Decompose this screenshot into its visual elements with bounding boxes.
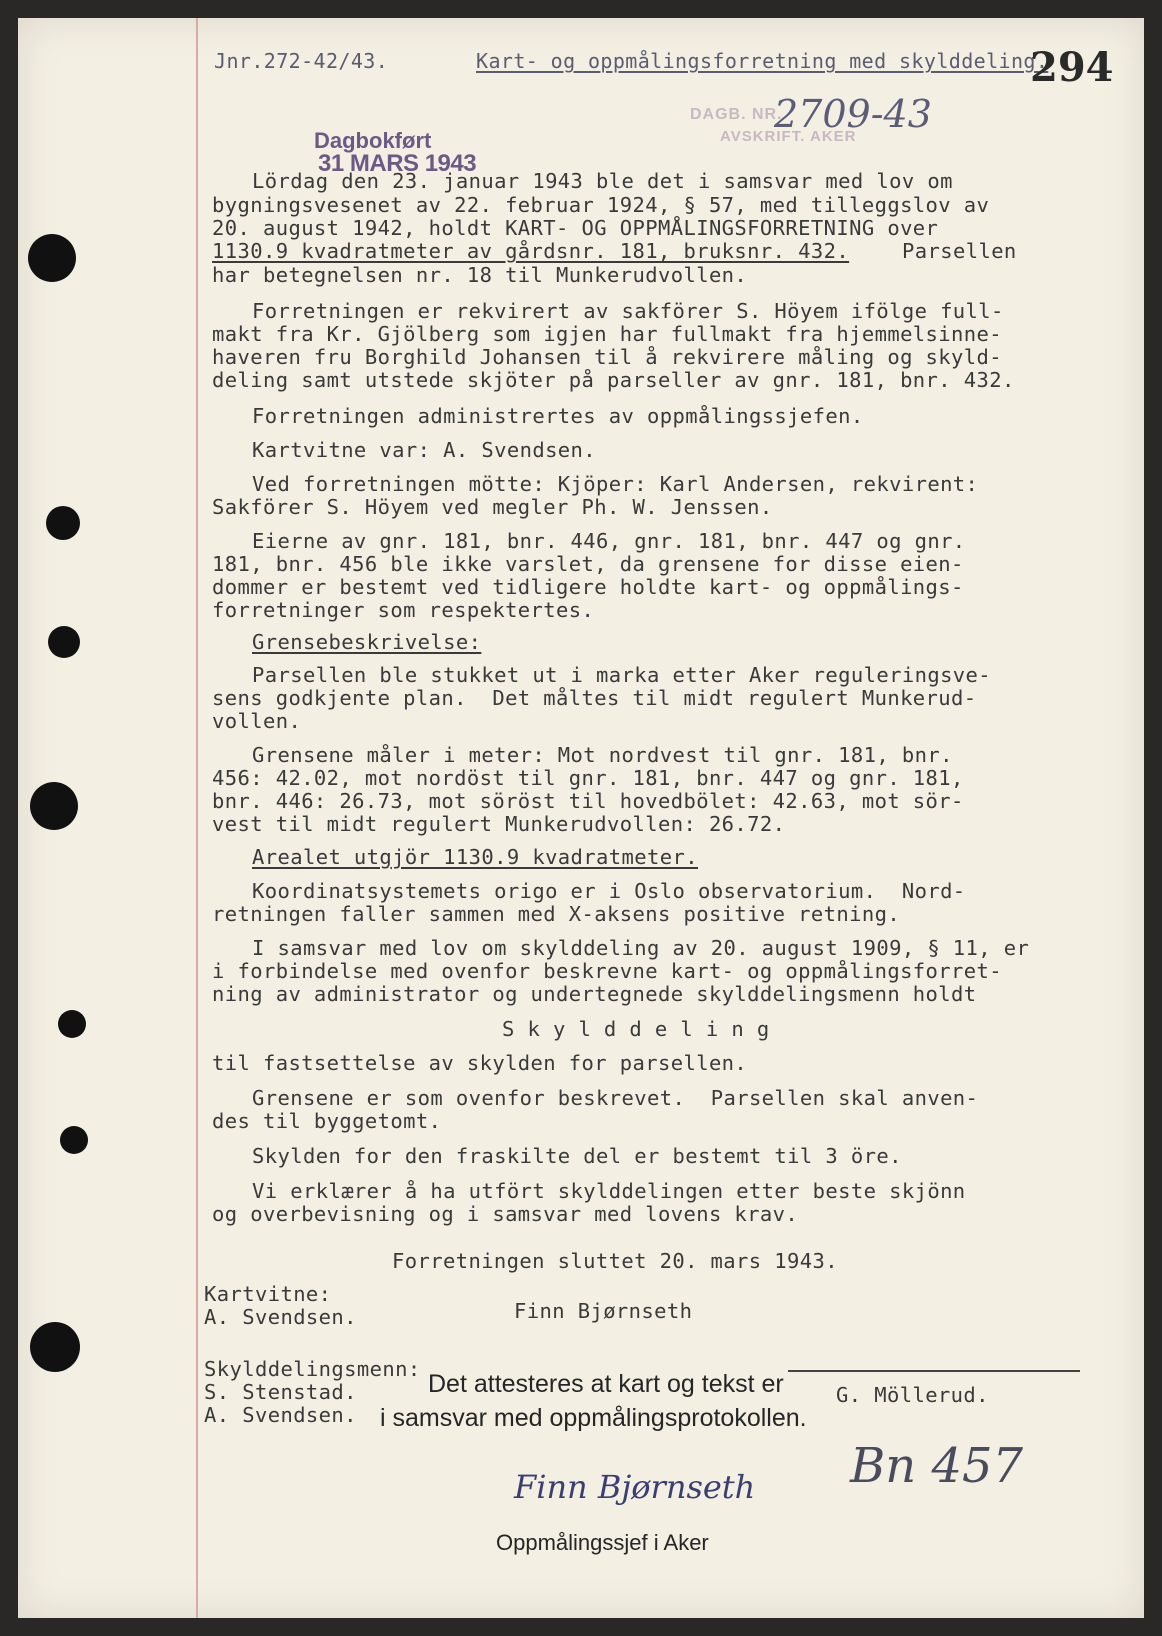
body-line: Ved forretningen mötte: Kjöper: Karl Andersen, rekvirent: bbox=[252, 472, 979, 496]
body-line: har betegnelsen nr. 18 til Munkerudvollen. bbox=[212, 263, 748, 287]
body-line: og overbevisning og i samsvar med lovens krav. bbox=[212, 1202, 799, 1226]
areal-line: Arealet utgjör 1130.9 kvadratmeter. bbox=[252, 845, 698, 869]
body-line: ning av administrator og undertegnede skylddelingsmenn holdt bbox=[212, 982, 977, 1006]
body-line: dommer er bestemt ved tidligere holdte kart- og oppmålings- bbox=[212, 575, 964, 599]
dagbokfort-stamp: Dagbokført bbox=[314, 128, 432, 153]
attestation-line: i samsvar med oppmålingsprotokollen. bbox=[380, 1404, 807, 1432]
skylddelingsmann-name: G. Möllerud. bbox=[836, 1383, 989, 1407]
body-line: I samsvar med lov om skylddeling av 20. august 1909, § 11, er bbox=[252, 936, 1030, 960]
body-line: retningen faller sammen med X-aksens positive retning. bbox=[212, 902, 901, 926]
skylddelingsmann-name: A. Svendsen. bbox=[204, 1403, 357, 1427]
document-page bbox=[18, 18, 1144, 1618]
punch-hole bbox=[28, 234, 76, 282]
body-line: forretninger som respektertes. bbox=[212, 598, 595, 622]
body-line: sens godkjente plan. Det måltes til midt regulert Munkerud- bbox=[212, 686, 977, 710]
avskrift-stamp: AVSKRIFT. AKER bbox=[720, 128, 857, 145]
body-line: haveren fru Borghild Johansen til å rekvirere måling og skyld- bbox=[212, 345, 1003, 369]
body-line: Forretningen er rekvirert av sakförer S. Höyem ifölge full- bbox=[252, 299, 1004, 323]
skylddeling-heading: S k y l d d e l i n g bbox=[502, 1017, 770, 1041]
attestation-signature: Finn Bjørnseth bbox=[514, 1468, 756, 1506]
punch-hole bbox=[58, 1010, 86, 1038]
body-line: Eierne av gnr. 181, bnr. 446, gnr. 181, bnr. 447 og gnr. bbox=[252, 529, 966, 553]
punch-hole bbox=[30, 782, 78, 830]
document-title: Kart- og oppmålingsforretning med skylddeling. bbox=[476, 49, 1049, 73]
kartvitne-name: A. Svendsen. bbox=[204, 1305, 357, 1329]
dagb-number: 2709-43 bbox=[774, 92, 932, 136]
body-line: Grensene er som ovenfor beskrevet. Parsellen skal anven- bbox=[252, 1086, 979, 1110]
kartvitne-label: Kartvitne: bbox=[204, 1282, 332, 1306]
administrator-name: Finn Bjørnseth bbox=[514, 1299, 693, 1323]
punch-hole bbox=[60, 1126, 88, 1154]
body-line: Koordinatsystemets origo er i Oslo observatorium. Nord- bbox=[252, 879, 966, 903]
body-line: makt fra Kr. Gjölberg som igjen har fullmakt fra hjemmelsinne- bbox=[212, 322, 1003, 346]
body-line: Sakförer S. Höyem ved megler Ph. W. Jenssen. bbox=[212, 495, 773, 519]
signature-rule bbox=[788, 1370, 1080, 1372]
skylddelingsmann-name: S. Stenstad. bbox=[204, 1380, 357, 1404]
dagbokfort-date-stamp: 31 MARS 1943 bbox=[318, 150, 477, 177]
journal-number: Jnr.272-42/43. bbox=[214, 49, 389, 73]
body-line: vest til midt regulert Munkerudvollen: 26.72. bbox=[212, 812, 786, 836]
body-line: i forbindelse med ovenfor beskrevne kart- og oppmålingsforret- bbox=[212, 959, 1003, 983]
grensebeskrivelse-heading: Grensebeskrivelse: bbox=[252, 630, 482, 654]
body-line: Forretningen administrertes av oppmålingssjefen. bbox=[252, 404, 864, 428]
punch-hole bbox=[46, 506, 80, 540]
body-line: vollen. bbox=[212, 709, 302, 733]
body-line: Vi erklærer å ha utfört skylddelingen etter beste skjönn bbox=[252, 1179, 966, 1203]
body-line: deling samt utstede skjöter på parseller av gnr. 181, bnr. 432. bbox=[212, 368, 1015, 392]
body-line: Parsellen ble stukket ut i marka etter Aker reguleringsve- bbox=[252, 663, 992, 687]
body-line: Lördag den 23. januar 1943 ble det i samsvar med lov om bbox=[252, 169, 953, 193]
body-line: Parsellen bbox=[902, 239, 1017, 263]
body-line: bnr. 446: 26.73, mot söröst til hovedbölet: 42.63, mot sör- bbox=[212, 789, 964, 813]
punch-hole bbox=[48, 626, 80, 658]
attestation-line: Det attesteres at kart og tekst er bbox=[428, 1370, 784, 1398]
attestation-title: Oppmålingssjef i Aker bbox=[496, 1530, 709, 1555]
body-line: Grensene måler i meter: Mot nordvest til gnr. 181, bnr. bbox=[252, 743, 953, 767]
body-line: 181, bnr. 456 ble ikke varslet, da grensene for disse eien- bbox=[212, 552, 964, 576]
body-line: Skylden for den fraskilte del er bestemt til 3 öre. bbox=[252, 1144, 902, 1168]
bn-annotation: Bn 457 bbox=[850, 1438, 1024, 1494]
body-line: til fastsettelse av skylden for parsellen. bbox=[212, 1051, 748, 1075]
closing-line: Forretningen sluttet 20. mars 1943. bbox=[392, 1249, 838, 1273]
body-line: bygningsvesenet av 22. februar 1924, § 57, med tilleggslov av bbox=[212, 193, 990, 217]
body-line: 20. august 1942, holdt KART- OG OPPMÅLINGSFORRETNING over bbox=[212, 216, 939, 240]
dagb-label-stamp: DAGB. NR. bbox=[690, 106, 783, 123]
margin-rule bbox=[196, 18, 198, 1618]
body-line: 1130.9 kvadratmeter av gårdsnr. 181, bruksnr. 432. bbox=[212, 239, 850, 263]
body-line: Kartvitne var: A. Svendsen. bbox=[252, 438, 597, 462]
body-line: 456: 42.02, mot nordöst til gnr. 181, bnr. 447 og gnr. 181, bbox=[212, 766, 964, 790]
page-number: 294 bbox=[1030, 44, 1114, 91]
skylddelingsmenn-label: Skylddelingsmenn: bbox=[204, 1357, 421, 1381]
body-line: des til byggetomt. bbox=[212, 1109, 442, 1133]
punch-hole bbox=[30, 1322, 80, 1372]
